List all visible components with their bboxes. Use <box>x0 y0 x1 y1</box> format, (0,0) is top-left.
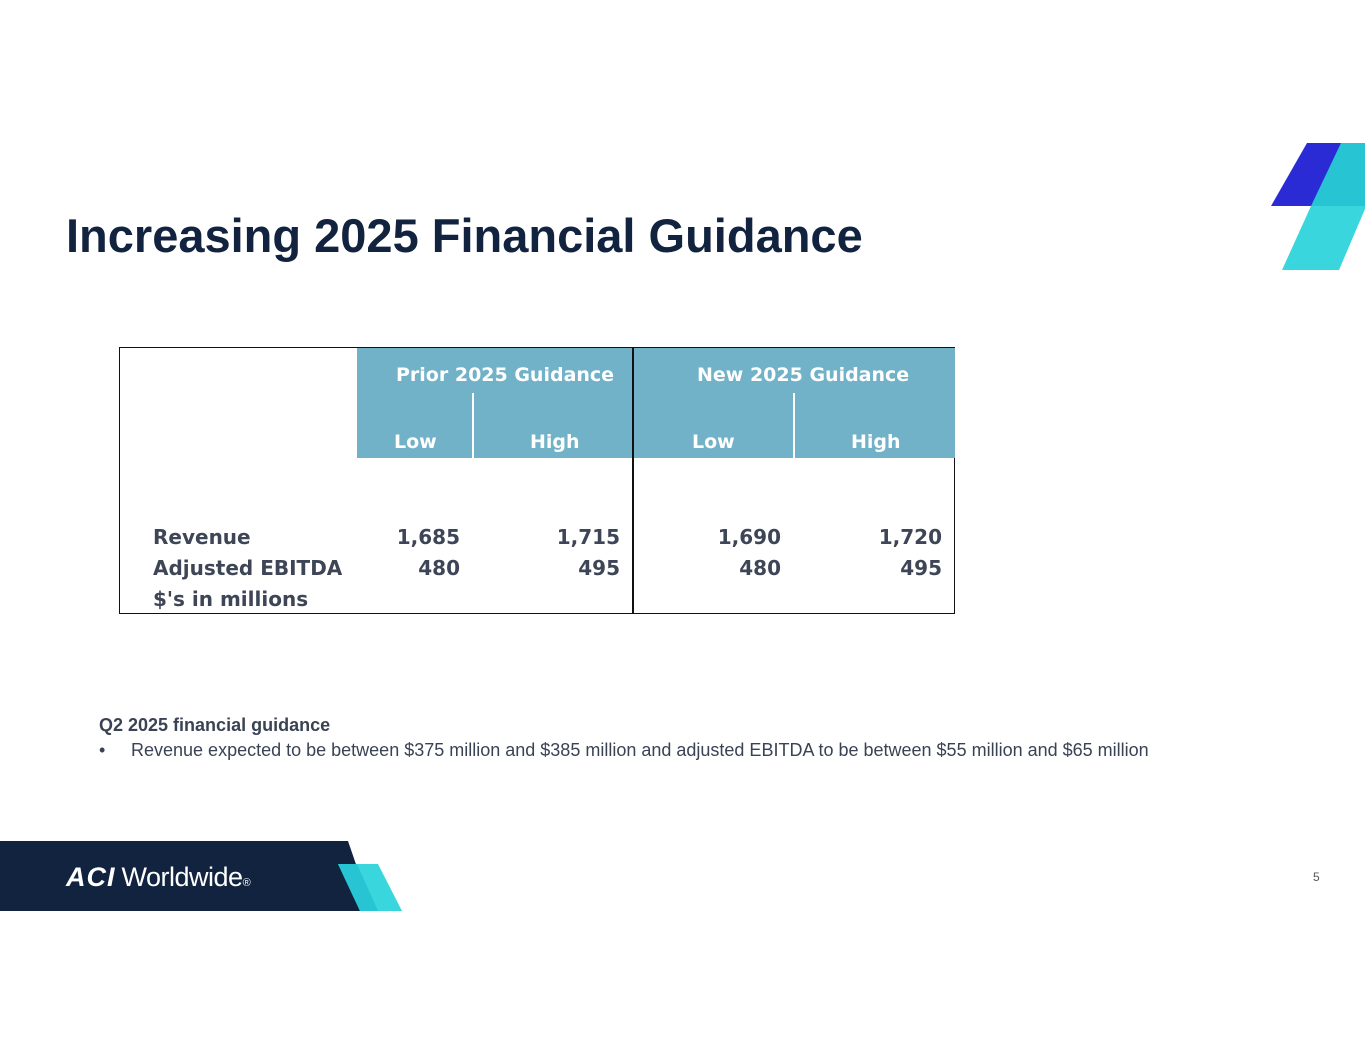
ebitda-prior-high: 495 <box>578 556 620 580</box>
page-number: 5 <box>1313 870 1320 884</box>
decorative-shapes-icon <box>1265 143 1365 273</box>
guidance-notes <box>99 715 1149 761</box>
group-header-prior: Prior 2025 Guidance <box>396 364 615 386</box>
sub-header-prior-low: Low <box>394 431 437 453</box>
table-divider <box>632 348 634 613</box>
sub-header-new-high: High <box>851 431 901 453</box>
sub-header-prior-high: High <box>530 431 580 453</box>
logo-text: Worldwide <box>121 862 243 892</box>
header-divider <box>472 393 474 458</box>
revenue-new-high: 1,720 <box>878 525 942 549</box>
group-header-new: New 2025 Guidance <box>697 364 910 386</box>
ebitda-new-high: 495 <box>900 556 942 580</box>
revenue-new-low: 1,690 <box>717 525 781 549</box>
bullet-icon: • <box>99 740 106 760</box>
bullet-text: Revenue expected to be between $375 million and $385 million and adjusted EBITDA to be between $55 million and $65 million <box>131 740 1149 760</box>
list-item <box>99 740 1149 761</box>
header-divider <box>793 393 795 458</box>
table-footnote: $'s in millions <box>153 587 309 611</box>
revenue-prior-high: 1,715 <box>556 525 620 549</box>
row-label-revenue: Revenue <box>153 525 251 549</box>
row-label-ebitda: Adjusted EBITDA <box>153 556 343 580</box>
slide-title: Increasing 2025 Financial Guidance <box>66 209 863 262</box>
ebitda-new-low: 480 <box>739 556 781 580</box>
revenue-prior-low: 1,685 <box>396 525 460 549</box>
notes-heading: Q2 2025 financial guidance <box>99 715 331 735</box>
guidance-table <box>119 347 955 614</box>
registered-mark: ® <box>242 877 251 889</box>
sub-header-new-low: Low <box>692 431 735 453</box>
logo-mark: ACI <box>66 862 116 892</box>
ebitda-prior-low: 480 <box>418 556 460 580</box>
aci-worldwide-logo <box>66 862 251 893</box>
